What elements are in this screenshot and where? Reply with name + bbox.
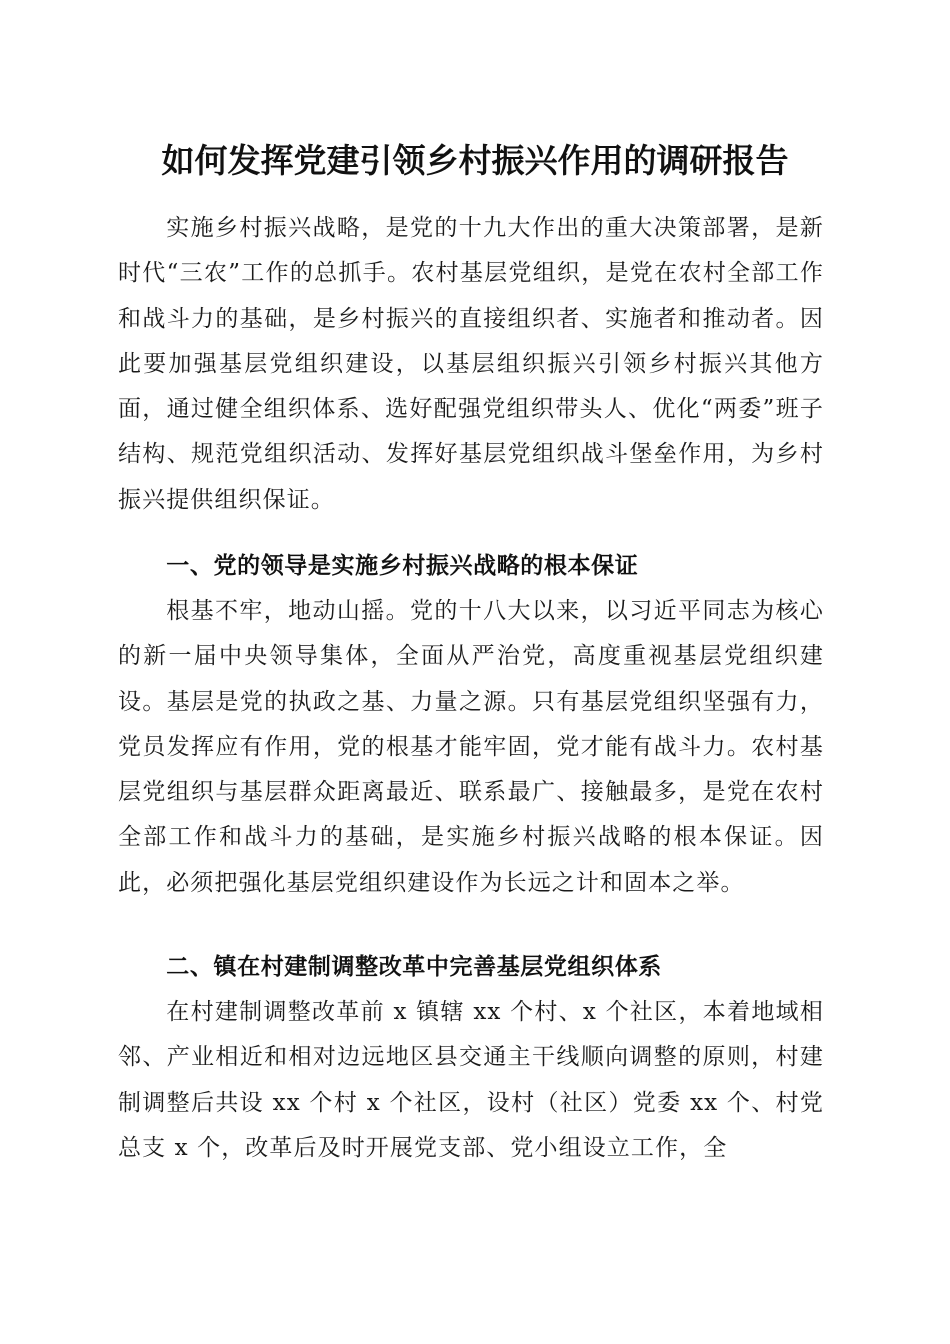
paragraph-section-2: 在村建制调整改革前 x 镇辖 xx 个村、x 个社区，本着地域相邻、产业相近和相对边远地区县交通主干线顺向调整的原则，村建制调整后共设 xx 个村 x 个社区，设村（社区）党委 xx 个、村党总支 x 个，改革后及时开展党支部、党小组设立工作，全 — [118, 999, 824, 1161]
paragraph-section-1: 根基不牢，地动山摇。党的十八大以来，以习近平同志为核心的新一届中央领导集体，全面从严治党，高度重视基层党组织建设。基层是党的执政之基、力量之源。只有基层党组织坚强有力，党员发挥应有作用，党的根基才能牢固，党才能有战斗力。农村基层党组织与基层群众距离最近、联系最广、接触最多，是党在农村全部工作和战斗力的基础，是实施乡村振兴战略的根本保证。因此，必须把强化基层党组织建设作为长远之计和固本之举。 — [118, 598, 824, 896]
document-title: 如何发挥党建引领乡村振兴作用的调研报告 — [161, 141, 789, 180]
section-heading-1: 一、党的领导是实施乡村振兴战略的根本保证 — [166, 553, 639, 579]
section-heading-2: 二、镇在村建制调整改革中完善基层党组织体系 — [166, 954, 662, 980]
paragraph-intro: 实施乡村振兴战略，是党的十九大作出的重大决策部署，是新时代“三农”工作的总抓手。农村基层党组织，是党在农村全部工作和战斗力的基础，是乡村振兴的直接组织者、实施者和推动者。因此要加强基层党组织建设，以基层组织振兴引领乡村振兴其他方面，通过健全组织体系、选好配强党组织带头人、优化“两委”班子结构、规范党组织活动、发挥好基层党组织战斗堡垒作用，为乡村振兴提供组织保证。 — [118, 215, 824, 513]
